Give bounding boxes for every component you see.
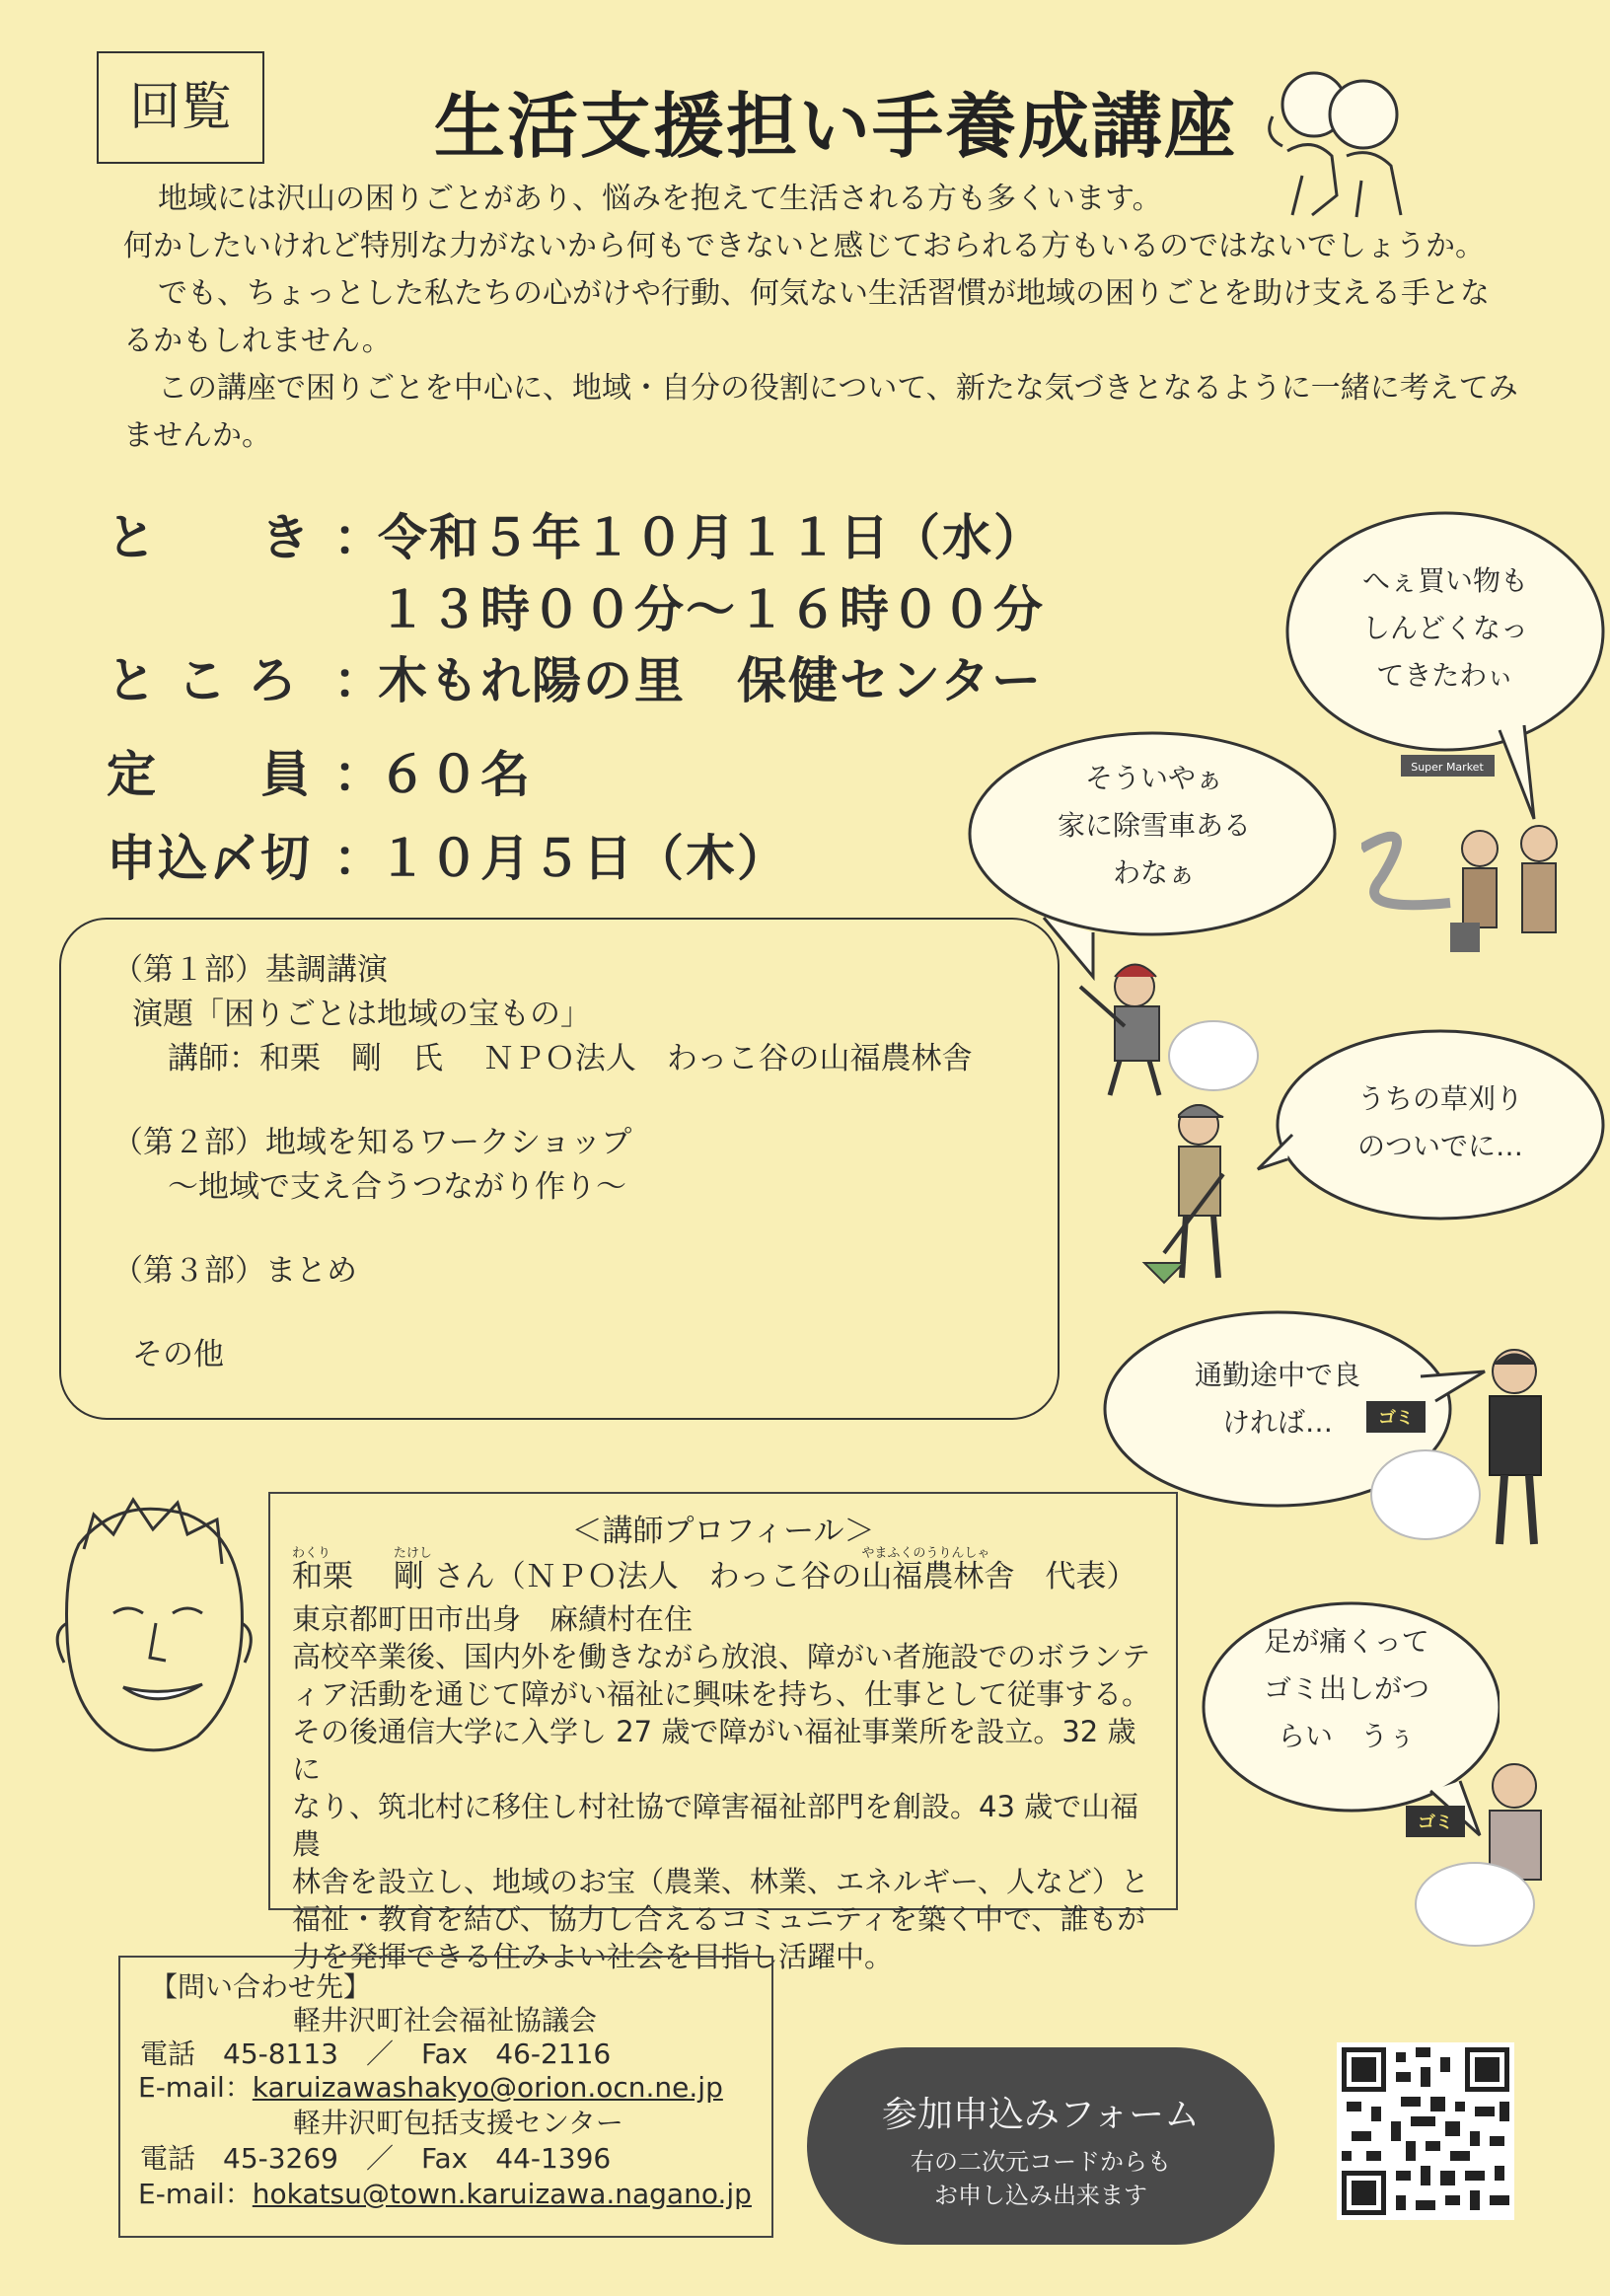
bubble-line: 家に除雪車ある (1057, 809, 1251, 842)
bubble-line: 足が痛くって (1264, 1625, 1429, 1658)
program-part1-lecturer: 講師：和栗 剛 氏 ＮＰＯ法人 わっこ谷の山福農林舎 (168, 1041, 973, 1076)
snow-shoveling-illustration (1065, 947, 1263, 1105)
intro-line: 何かしたいけれど特別な力がないから何もできないと感じておられる方もいるのではないでしょうか。 (123, 229, 1485, 263)
supermarket-sign: Super Market (1411, 761, 1484, 774)
capacity-value: ６０名 (378, 746, 532, 803)
ruby-text: やまふくのうりんしゃ (861, 1546, 990, 1561)
intro-line: 地域には沢山の困りごとがあり、悩みを抱えて生活される方も多くいます。 (158, 182, 1162, 216)
speech-bubble-5-text (1223, 1618, 1470, 1760)
program-part1: （第１部）基調講演 (112, 952, 388, 988)
bubble-line: のついでに… (1356, 1130, 1523, 1162)
program-part2-sub: ～地域で支え合うつながり作り～ (168, 1169, 626, 1205)
program-part3: （第３部）まとめ (112, 1253, 357, 1289)
lecturer-family-name (292, 1546, 353, 1594)
separator: ： (333, 509, 385, 566)
bubble-line: 通勤途中で良 (1194, 1359, 1360, 1391)
contact-tel-2: 電話 45-3269 ／ Fax 44-1396 (140, 2142, 612, 2175)
bubble-line: そういやぁ (1084, 762, 1223, 794)
program-other: その他 (132, 1337, 224, 1372)
profile-line: 福祉・教育を結び、協力し合えるコミュニティを築く中で、誰もが (292, 1902, 1146, 1936)
name-role: 代表） (1045, 1559, 1137, 1594)
name-text: 剛 (393, 1559, 424, 1594)
bubble-line: うちの草刈り (1356, 1082, 1523, 1115)
lecturer-given-name (393, 1546, 432, 1594)
elderly-couple-shopping-illustration (1361, 755, 1578, 972)
ruby-text: わくり (292, 1546, 331, 1561)
program-part1-theme: 演題「困りごとは地域の宝もの」 (132, 997, 591, 1032)
program-part2: （第２部）地域を知るワークショップ (112, 1125, 632, 1160)
speech-bubble-1-text (1312, 557, 1578, 700)
email-label: E-mail： (138, 2178, 253, 2210)
email-link-1[interactable]: karuizawashakyo@orion.ocn.ne.jp (252, 2071, 723, 2104)
page-title: 生活支援担い手養成講座 (434, 85, 1238, 168)
gomi-sign: ゴミ (1378, 1408, 1414, 1429)
intro-text (123, 176, 1544, 460)
gomi-sign: ゴミ (1418, 1813, 1453, 1833)
date-row (107, 498, 1045, 569)
contact-box (118, 1956, 773, 2238)
bubble-line: わなぁ (1112, 856, 1196, 889)
place-row (107, 641, 1043, 712)
contact-heading: 【問い合わせ先】 (150, 1970, 372, 2003)
deadline-value: １０月５日（木） (378, 830, 788, 887)
place-label: と こ ろ (107, 652, 299, 709)
intro-line: るかもしれません。 (123, 324, 392, 358)
bubble-line: しんどくなっ (1361, 612, 1528, 644)
ruby-text: たけし (393, 1546, 432, 1561)
program-box (59, 918, 1060, 1420)
application-form-button[interactable] (807, 2047, 1275, 2245)
separator: ： (333, 746, 385, 803)
org-name (861, 1546, 1015, 1594)
place-value: 木もれ陽の里 保健センター (378, 652, 1043, 709)
profile-line: 東京都町田市出身 麻績村在住 (292, 1602, 694, 1636)
profile-line: 力を発揮できる住みよい社会を目指し活躍中。 (292, 1940, 894, 1973)
email-label: E-mail： (138, 2071, 253, 2104)
form-button-line2: お申し込み出来ます (934, 2182, 1147, 2209)
profile-body (292, 1600, 1160, 1975)
profile-name-line (292, 1546, 1137, 1595)
contact-org-2: 軽井沢町包括支援センター (293, 2107, 623, 2139)
bubble-line: へぇ買い物も (1361, 564, 1528, 597)
profile-heading: ＜講師プロフィール＞ (571, 1514, 875, 1549)
bubble-line: てきたわぃ (1376, 659, 1514, 692)
profile-line: その後通信大学に入学し 27 歳で障がい福祉事業所を設立。32 歳に (292, 1715, 1136, 1786)
profile-line: 高校卒業後、国内外を働きながら放浪、障がい者施設でのボランテ (292, 1640, 1151, 1673)
elderly-garbage-illustration (1366, 1746, 1564, 1954)
intro-line: この講座で困りごとを中心に、地域・自分の役割について、新たな気づきとなるように一緒に考えてみ (158, 371, 1518, 406)
speech-bubble-3-text (1317, 1075, 1564, 1170)
bubble-line: ければ… (1221, 1406, 1333, 1439)
name-text: 和栗 (292, 1559, 353, 1594)
contact-tel-1: 電話 45-8113 ／ Fax 46-2116 (140, 2037, 612, 2070)
time-row (378, 570, 1045, 641)
separator: ： (333, 830, 385, 887)
commuter-garbage-illustration (1366, 1347, 1564, 1554)
capacity-label: 定 員 (107, 746, 312, 803)
qr-code-icon[interactable] (1337, 2042, 1514, 2220)
deadline-label: 申込〆切 (107, 830, 312, 887)
deadline-row (107, 819, 788, 890)
name-suffix: さん（ＮＰＯ法人 わっこ谷の (433, 1559, 862, 1594)
contact-org-1: 軽井沢町社会福祉協議会 (293, 2004, 598, 2037)
intro-line: でも、ちょっとした私たちの心がけや行動、何気ない生活習慣が地域の困りごとを助け支える手とな (158, 276, 1490, 311)
email-link-2[interactable]: hokatsu@town.karuizawa.nagano.jp (252, 2178, 752, 2210)
lecturer-profile-box (268, 1492, 1178, 1973)
form-button-title: 参加申込みフォーム (881, 2095, 1201, 2135)
intro-line: ませんか。 (123, 418, 271, 453)
profile-line: なり、筑北村に移住し村社協で障害福祉部門を創設。43 歳で山福農 (292, 1790, 1139, 1861)
date-value: 令和５年１０月１１日（水） (378, 509, 1045, 566)
kairan-label: 回覧 (97, 51, 264, 164)
capacity-row (107, 735, 532, 806)
bubble-line: ゴミ出しがつ (1263, 1672, 1429, 1705)
profile-line: ィア活動を通じて障がい福祉に興味を持ち、仕事として従事する。 (292, 1677, 1151, 1711)
time-value: １３時００分～１６時００分 (378, 581, 1045, 638)
contact-email-row-1 (138, 2066, 723, 2106)
form-button-line1: 右の二次元コードからも (911, 2148, 1171, 2176)
org-text: 山福農林舎 (861, 1559, 1015, 1594)
separator: ： (333, 652, 385, 709)
contact-email-row-2 (138, 2173, 752, 2212)
grass-cutting-illustration (1125, 1095, 1273, 1302)
speech-bubble-2-text (1016, 755, 1292, 897)
bubble-line: らい うぅ (1277, 1720, 1416, 1752)
profile-line: 林舎を設立し、地域のお宝（農業、林業、エネルギー、人など）と (292, 1865, 1149, 1898)
date-label: と き (107, 509, 312, 566)
lecturer-portrait-illustration (39, 1475, 266, 1771)
